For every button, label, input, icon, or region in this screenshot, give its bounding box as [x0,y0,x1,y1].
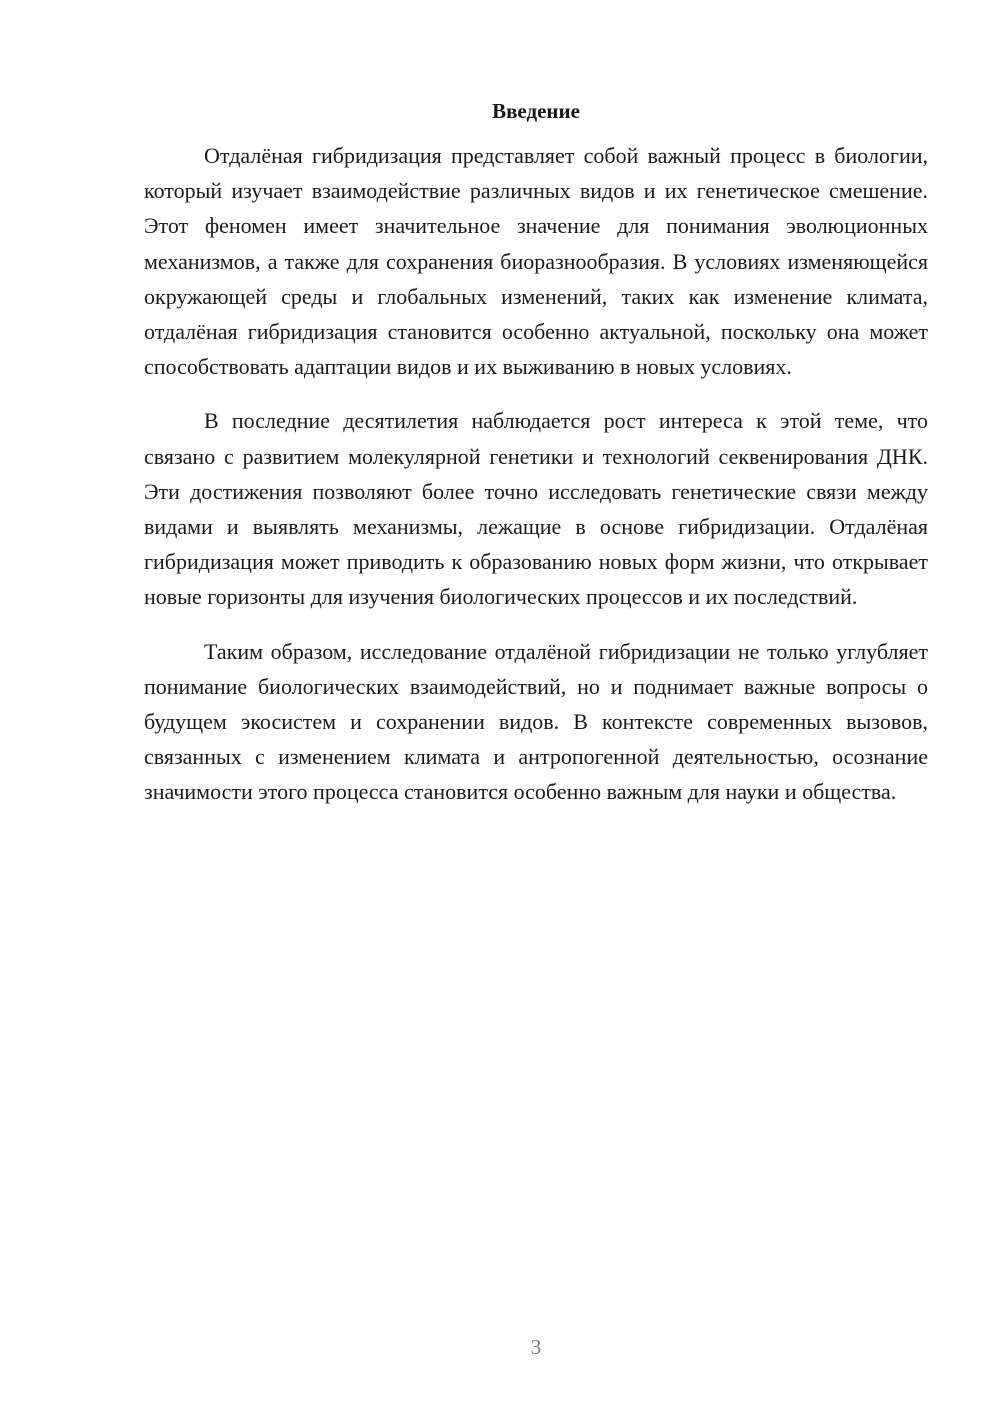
paragraph-3: Таким образом, исследование отдалёной гибридизации не только углубляет понимание биологических взаимодействий, но и поднимает важные вопросы о будущем экосистем и сохранении видов. В контексте современных вызовов, связанных с изменением климата и антропогенной деятельностью, осознание значимости этого процесса становится особенно важным для науки и общества. [144,638,928,805]
section-heading: Введение [492,99,580,123]
page-content [144,96,928,829]
page-number: 3 [530,1335,542,1359]
paragraph-2: В последние десятилетия наблюдается рост интереса к этой теме, что связано с развитием молекулярной генетики и технологий секвенирования ДНК. Эти достижения позволяют более точно исследовать генетические связи между видами и выявлять механизмы, лежащие в основе гибридизации. Отдалёная гибридизация может приводить к образованию новых форм жизни, что открывает новые горизонты для изучения биологических процессов и их последствий. [144,408,928,610]
paragraph-1: Отдалёная гибридизация представляет собой важный процесс в биологии, который изучает взаимодействие различных видов и их генетическое смешение. Этот феномен имеет значительное значение для понимания эволюционных механизмов, а также для сохранения биоразнообразия. В условиях изменяющейся окружающей среды и глобальных изменений, таких как изменение климата, отдалёная гибридизация становится особенно актуальной, поскольку она может способствовать адаптации видов и их выживанию в новых условиях. [144,143,928,380]
